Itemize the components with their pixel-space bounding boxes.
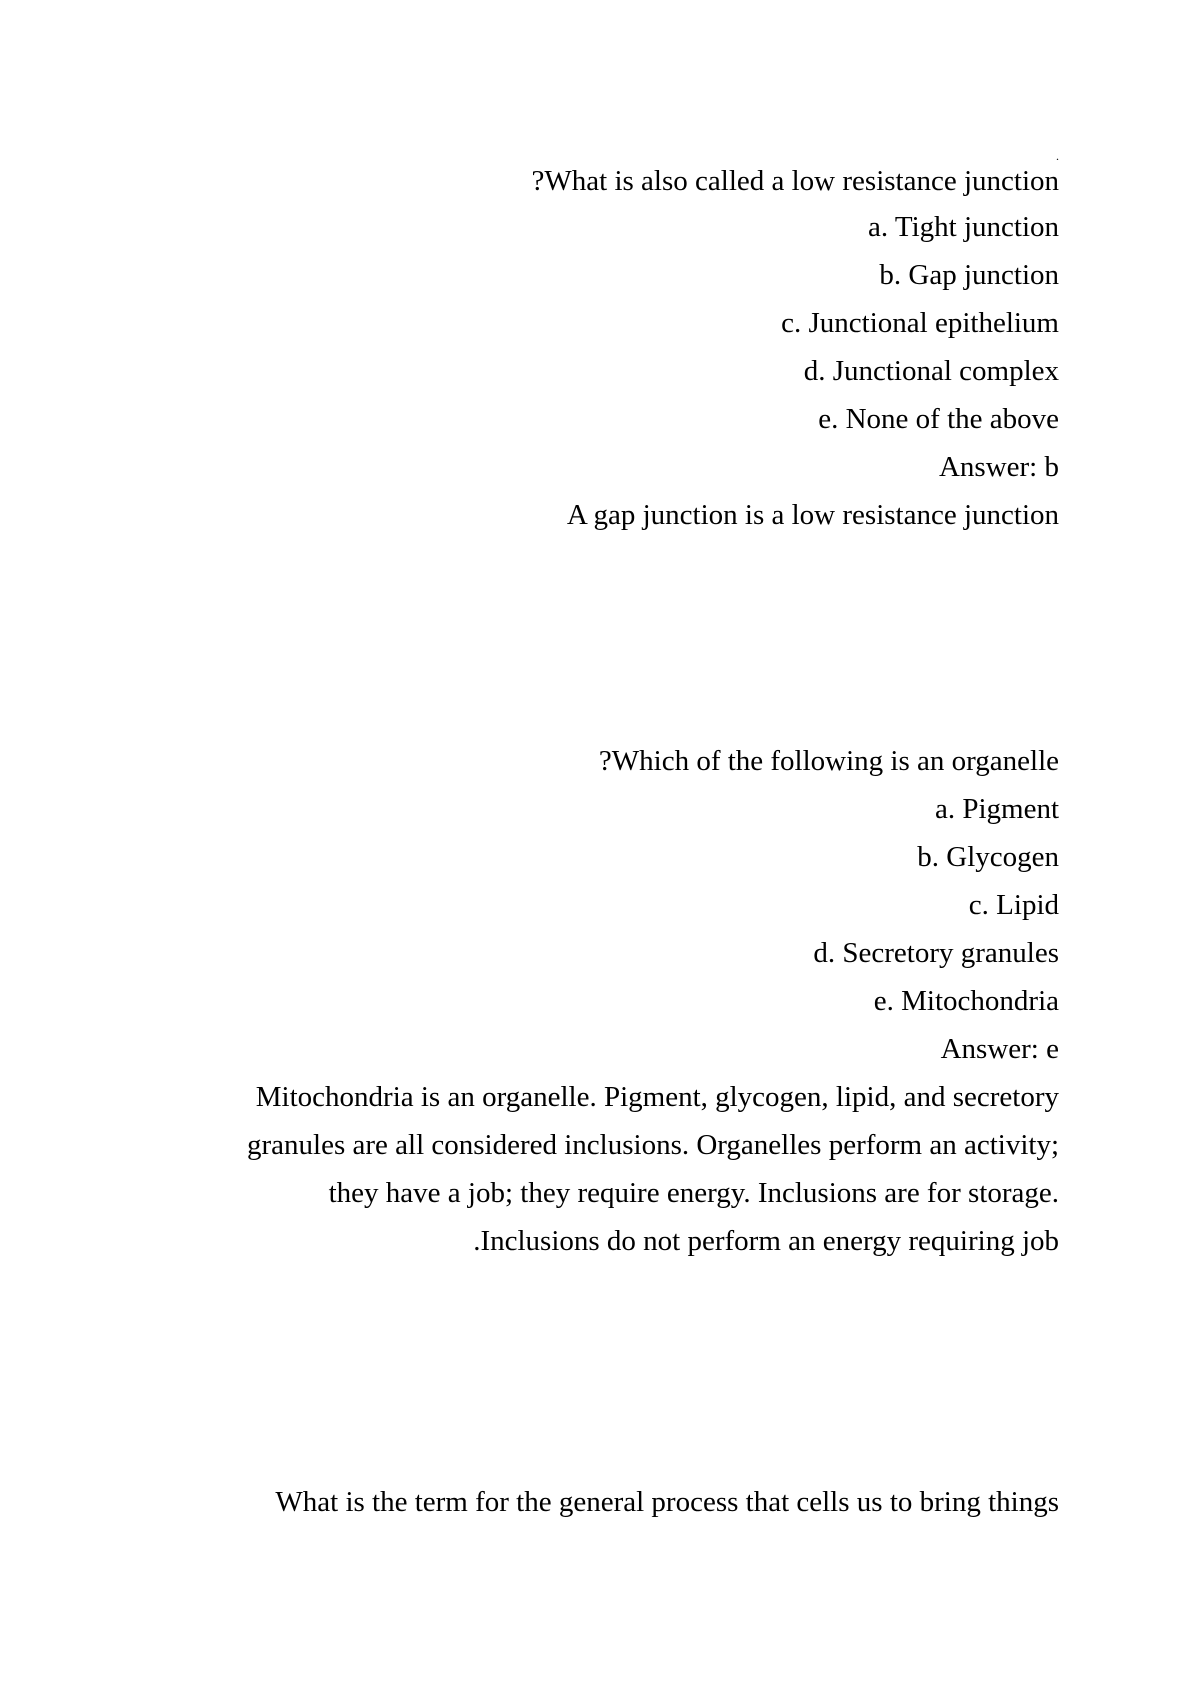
question-text: What is the term for the general process that cells us to bring things [275,1486,1059,1518]
option-a: a. Pigment [934,793,1059,825]
option-d: d. Junctional complex [803,355,1059,387]
explanation-text: A gap junction is a low resistance junction [566,499,1059,531]
explanation-line: they have a job; they require energy. Inclusions are for storage. [328,1177,1059,1209]
page-marker: . [1056,149,1059,163]
option-b: b. Glycogen [917,841,1059,873]
explanation-line: .Inclusions do not perform an energy requiring job [473,1225,1059,1257]
option-a: a. Tight junction [868,211,1059,243]
explanation-line: Mitochondria is an organelle. Pigment, glycogen, lipid, and secretory [255,1081,1059,1113]
option-c: c. Junctional epithelium [781,307,1059,339]
answer-text: Answer: e [940,1033,1059,1065]
option-e: e. None of the above [818,403,1059,435]
option-c: c. Lipid [968,889,1059,921]
answer-text: Answer: b [938,451,1059,483]
question-text: ?Which of the following is an organelle [598,745,1059,777]
option-d: d. Secretory granules [813,937,1059,969]
option-b: b. Gap junction [879,259,1059,291]
question-text: ?What is also called a low resistance junction [531,165,1059,197]
explanation-line: granules are all considered inclusions. Organelles perform an activity; [247,1129,1059,1161]
option-e: e. Mitochondria [873,985,1059,1017]
